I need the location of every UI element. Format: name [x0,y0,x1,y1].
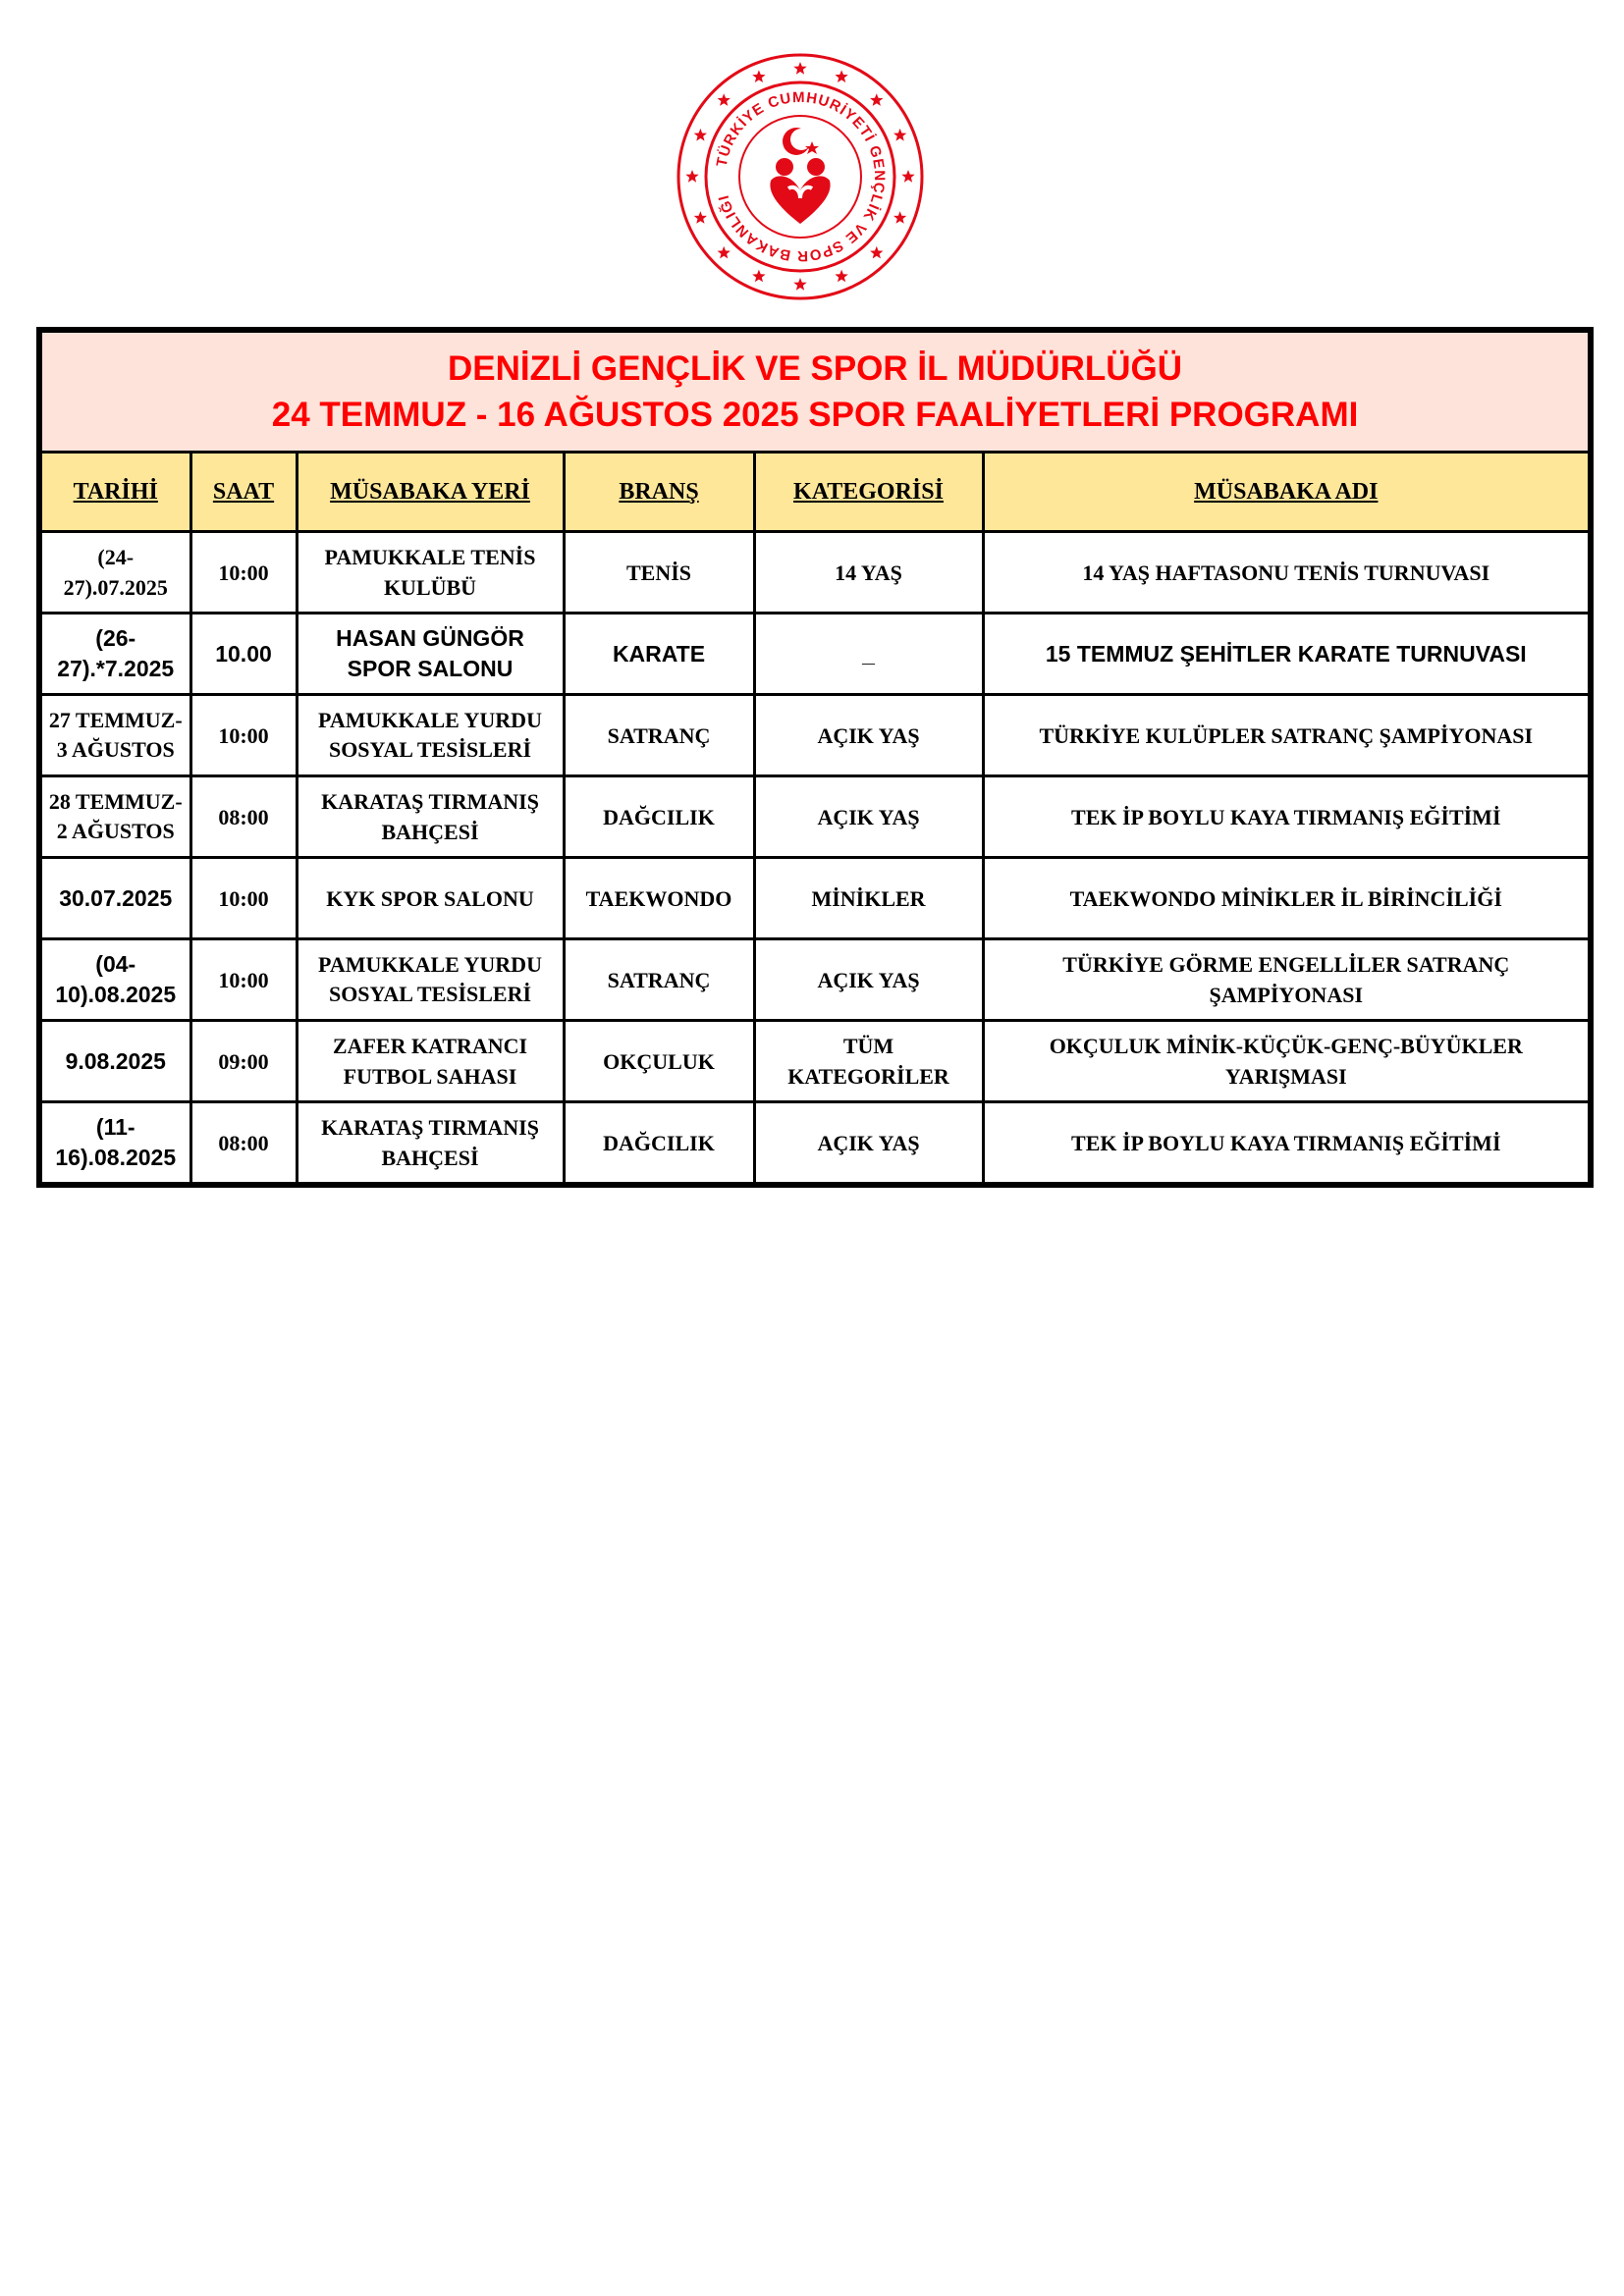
venue-cell: ZAFER KATRANCI FUTBOL SAHASI [297,1021,564,1102]
event-name-cell: TÜRKİYE KULÜPLER SATRANÇ ŞAMPİYONASI [983,695,1591,776]
date-cell: 9.08.2025 [39,1021,190,1102]
branch-cell: KARATE [564,614,754,695]
column-header-date: TARİHİ [39,453,190,532]
time-cell: 10:00 [190,858,297,939]
star-icon [893,129,906,141]
star-icon [685,170,698,183]
star-icon [752,270,765,283]
column-header-venue: MÜSABAKA YERİ [297,453,564,532]
column-header-branch: BRANŞ [564,453,754,532]
event-name-cell: 15 TEMMUZ ŞEHİTLER KARATE TURNUVASI [983,614,1591,695]
category-cell: AÇIK YAŞ [754,695,983,776]
page-subtitle: 24 TEMMUZ - 16 AĞUSTOS 2025 SPOR FAALİYETLERİ PROGRAMI [271,396,1359,434]
venue-cell: PAMUKKALE YURDU SOSYAL TESİSLERİ [297,939,564,1021]
date-cell: (24-27).07.2025 [39,532,190,614]
event-name-cell: TEK İP BOYLU KAYA TIRMANIŞ EĞİTİMİ [983,1102,1591,1186]
star-icon [793,278,806,291]
category-cell: AÇIK YAŞ [754,939,983,1021]
table-row [39,1021,1591,1102]
table-header-row [39,453,1591,532]
star-icon [835,270,847,283]
branch-cell: DAĞCILIK [564,776,754,858]
date-cell: 27 TEMMUZ-3 AĞUSTOS [39,695,190,776]
star-icon [835,70,847,82]
ministry-logo [675,51,926,302]
table-row [39,1102,1591,1186]
column-header-event-name: MÜSABAKA ADI [983,453,1591,532]
time-cell: 10:00 [190,695,297,776]
time-cell: 10:00 [190,532,297,614]
time-cell: 09:00 [190,1021,297,1102]
event-name-cell: TAEKWONDO MİNİKLER İL BİRİNCİLİĞİ [983,858,1591,939]
category-cell: _ [754,614,983,695]
table-row [39,695,1591,776]
star-icon [870,93,883,106]
category-cell: 14 YAŞ [754,532,983,614]
category-cell: MİNİKLER [754,858,983,939]
event-name-cell: TEK İP BOYLU KAYA TIRMANIŞ EĞİTİMİ [983,776,1591,858]
category-cell: AÇIK YAŞ [754,1102,983,1186]
star-icon [893,211,906,224]
time-cell: 10.00 [190,614,297,695]
venue-cell: HASAN GÜNGÖR SPOR SALONU [297,614,564,695]
date-cell: 30.07.2025 [39,858,190,939]
star-icon [694,211,707,224]
date-cell: (04-10).08.2025 [39,939,190,1021]
star-icon [870,246,883,259]
star-icon [718,246,731,259]
venue-cell: KARATAŞ TIRMANIŞ BAHÇESİ [297,1102,564,1186]
star-icon [901,170,914,183]
branch-cell: SATRANÇ [564,695,754,776]
table-row [39,614,1591,695]
venue-cell: PAMUKKALE YURDU SOSYAL TESİSLERİ [297,695,564,776]
table-row [39,776,1591,858]
venue-cell: KARATAŞ TIRMANIŞ BAHÇESİ [297,776,564,858]
branch-cell: TENİS [564,532,754,614]
branch-cell: DAĞCILIK [564,1102,754,1186]
venue-cell: KYK SPOR SALONU [297,858,564,939]
star-icon [694,129,707,141]
star-icon [752,70,765,82]
branch-cell: SATRANÇ [564,939,754,1021]
event-name-cell: TÜRKİYE GÖRME ENGELLİLER SATRANÇ ŞAMPİYONASI [983,939,1591,1021]
title-banner [39,330,1591,453]
date-cell: 28 TEMMUZ-2 AĞUSTOS [39,776,190,858]
star-icon [793,62,806,75]
event-name-cell: 14 YAŞ HAFTASONU TENİS TURNUVASI [983,532,1591,614]
category-cell: AÇIK YAŞ [754,776,983,858]
star-icon [718,93,731,106]
venue-cell: PAMUKKALE TENİS KULÜBÜ [297,532,564,614]
page-title: DENİZLİ GENÇLİK VE SPOR İL MÜDÜRLÜĞÜ [448,349,1183,388]
table-row [39,939,1591,1021]
column-header-category: KATEGORİSİ [754,453,983,532]
branch-cell: OKÇULUK [564,1021,754,1102]
svg-text:TÜRKİYE CUMHURİYETİ GENÇLİK VE: TÜRKİYE CUMHURİYETİ GENÇLİK VE SPOR BAKANLIĞI [713,88,889,265]
table-row [39,532,1591,614]
event-name-cell: OKÇULUK MİNİK-KÜÇÜK-GENÇ-BÜYÜKLER YARIŞMASI [983,1021,1591,1102]
table-row [39,858,1591,939]
date-cell: (11-16).08.2025 [39,1102,190,1186]
time-cell: 08:00 [190,776,297,858]
column-header-time: SAAT [190,453,297,532]
branch-cell: TAEKWONDO [564,858,754,939]
category-cell: TÜM KATEGORİLER [754,1021,983,1102]
activity-schedule-table [36,327,1594,1188]
ministry-seal-icon [675,51,926,302]
date-cell: (26-27).*7.2025 [39,614,190,695]
time-cell: 08:00 [190,1102,297,1186]
time-cell: 10:00 [190,939,297,1021]
